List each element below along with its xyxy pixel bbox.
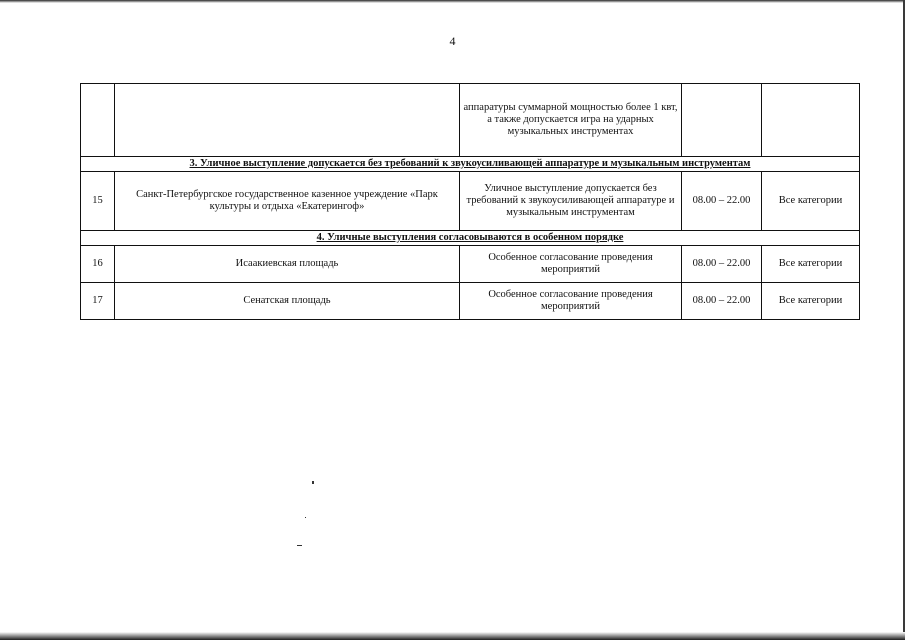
cell-place	[115, 84, 460, 157]
cell-conditions: Особенное согласование проведения мероприятий	[460, 283, 682, 320]
table-row	[81, 172, 860, 231]
scan-speck	[312, 481, 314, 484]
cell-category	[762, 84, 860, 157]
cell-category: Все категории	[762, 246, 860, 283]
cell-time: 08.00 – 22.00	[682, 172, 762, 231]
table-row	[81, 246, 860, 283]
scan-speck	[297, 545, 302, 546]
cell-category: Все категории	[762, 172, 860, 231]
cell-time: 08.00 – 22.00	[682, 283, 762, 320]
cell-time: 08.00 – 22.00	[682, 246, 762, 283]
table-row-continuation	[81, 84, 860, 157]
section-header-row	[81, 231, 860, 246]
cell-number: 17	[81, 283, 115, 320]
scan-speck	[305, 517, 306, 518]
cell-number	[81, 84, 115, 157]
section-header-row	[81, 157, 860, 172]
cell-conditions: аппаратуры суммарной мощностью более 1 квт, а также допускается игра на ударных музыкальных инструментах	[460, 84, 682, 157]
cell-number: 16	[81, 246, 115, 283]
cell-conditions: Уличное выступление допускается без требований к звукоусиливающей аппаратуре и музыкальным инструментам	[460, 172, 682, 231]
scan-edge-bottom	[0, 632, 905, 640]
cell-place: Санкт-Петербургское государственное казенное учреждение «Парк культуры и отдыха «Екатерингоф»	[115, 172, 460, 231]
cell-conditions: Особенное согласование проведения мероприятий	[460, 246, 682, 283]
cell-number: 15	[81, 172, 115, 231]
section-title: 4. Уличные выступления согласовываются в особенном порядке	[81, 231, 860, 246]
section-title: 3. Уличное выступление допускается без требований к звукоусиливающей аппаратуре и музыкальным инструментам	[81, 157, 860, 172]
cell-category: Все категории	[762, 283, 860, 320]
cell-place: Сенатская площадь	[115, 283, 460, 320]
table-row	[81, 283, 860, 320]
scan-edge-top	[0, 0, 905, 3]
page-number: 4	[449, 34, 456, 48]
cell-time	[682, 84, 762, 157]
cell-place: Исаакиевская площадь	[115, 246, 460, 283]
street-performance-table	[80, 83, 860, 320]
